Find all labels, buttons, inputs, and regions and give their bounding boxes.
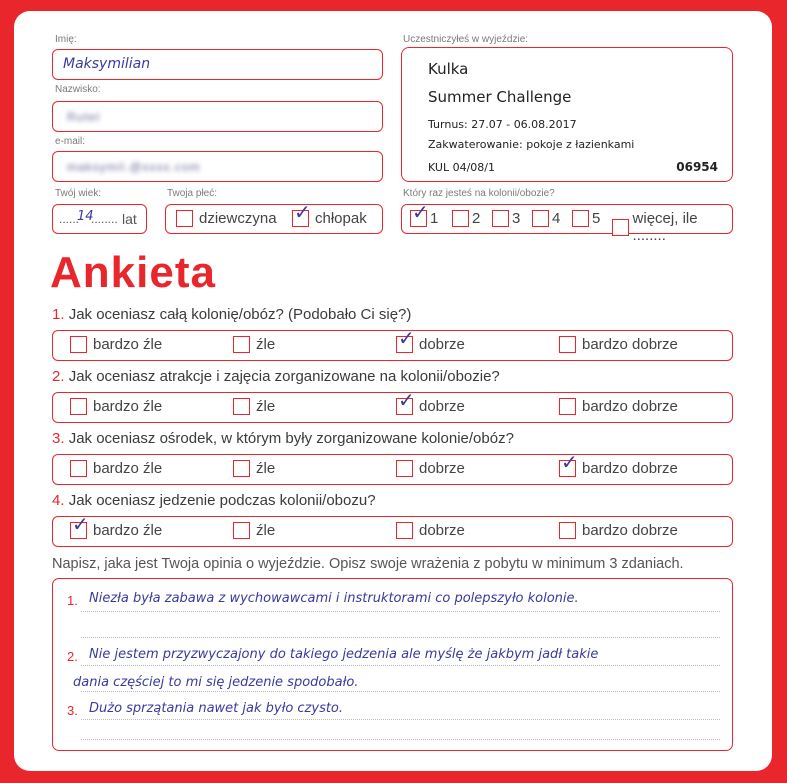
times-5-label: 5 (592, 210, 601, 227)
times-5-checkbox[interactable] (572, 210, 589, 227)
q4-bad-checkbox[interactable] (233, 522, 250, 539)
last-name-field[interactable] (52, 101, 383, 132)
check-mark-icon: ✓ (72, 512, 89, 536)
question-text: Jak oceniasz atrakcje i zajęcia zorganizowane na kolonii/obozie? (68, 368, 500, 385)
times-option-3[interactable] (492, 210, 520, 227)
opinion-line-2-cont: dania częściej to mi się jedzenie spodobało. (73, 675, 359, 690)
times-4-checkbox[interactable] (532, 210, 549, 227)
trip-number: 06954 (676, 160, 718, 174)
turnus-label: Turnus: (428, 118, 468, 131)
age-unit: lat (122, 211, 137, 227)
option-label: bardzo dobrze (582, 522, 678, 539)
question-text: Jak oceniasz jedzenie podczas kolonii/obozu? (68, 492, 376, 509)
trip-info-box (401, 47, 733, 182)
trip-accommodation (428, 138, 634, 151)
times-4-label: 4 (552, 210, 561, 227)
gender-female-label: dziewczyna (199, 210, 277, 227)
check-mark-icon: ✓ (412, 200, 429, 224)
opinion-line-2: Nie jestem przyzwyczajony do takiego jedzenia ale myślę że jakbym jadł takie (89, 647, 599, 662)
question-number: 3. (52, 430, 65, 447)
q1-option-good[interactable] (396, 326, 465, 353)
answer-row-3 (52, 450, 733, 485)
age-label: Twój wiek: (55, 188, 102, 199)
question-3 (52, 430, 514, 447)
q4-option-bad[interactable] (233, 522, 275, 539)
trip-code: KUL 04/08/1 (428, 161, 495, 174)
trip-label: Uczestniczyłeś w wyjeździe: (403, 34, 529, 45)
q2-option-very-good[interactable] (559, 398, 678, 415)
times-label: Który raz jesteś na kolonii/obozie? (403, 188, 555, 199)
trip-program: Summer Challenge (428, 88, 572, 106)
option-label: źle (256, 336, 276, 353)
question-text: Jak oceniasz całą kolonię/obóz? (Podobało Ci się?) (68, 306, 412, 323)
opinion-line-number: 3. (67, 703, 78, 718)
answer-row-4 (52, 512, 733, 547)
opinion-line-1: Niezła była zabawa z wychowawcami i instruktorami co polepszyło kolonie. (89, 591, 579, 606)
times-more-label: więcej, ile ........ (632, 210, 698, 244)
question-2 (52, 368, 500, 385)
times-1-label: 1 (430, 210, 439, 227)
q3-option-bad[interactable] (233, 460, 275, 477)
email-field[interactable] (52, 151, 383, 182)
gender-field (165, 200, 383, 234)
times-field (401, 200, 733, 244)
check-mark-icon: ✓ (561, 450, 578, 474)
last-name-label: Nazwisko: (55, 84, 101, 95)
q1-very-good-checkbox[interactable] (559, 336, 576, 353)
email-label: e-mail: (55, 136, 86, 147)
q2-option-very-bad[interactable] (70, 398, 162, 415)
option-label: źle (256, 398, 276, 415)
times-option-2[interactable] (452, 210, 480, 227)
opinion-line-number: 2. (67, 649, 78, 664)
option-label: dobrze (419, 336, 465, 353)
q1-good-checkbox[interactable] (396, 326, 415, 353)
gender-option-female[interactable] (176, 210, 277, 227)
question-number: 4. (52, 492, 65, 509)
age-field[interactable] (52, 204, 147, 234)
question-number: 2. (52, 368, 65, 385)
writing-line (81, 691, 720, 692)
option-label: bardzo źle (93, 336, 163, 353)
option-label: bardzo dobrze (582, 398, 678, 415)
times-2-label: 2 (472, 210, 481, 227)
first-name-value: Maksymilian (63, 56, 151, 72)
q1-option-very-good[interactable] (559, 336, 678, 353)
age-suffix-dots: ........ (91, 212, 118, 226)
answer-row-1 (52, 326, 733, 361)
times-option-1[interactable] (410, 200, 439, 227)
accommodation-label: Zakwaterowanie: (428, 138, 523, 151)
times-3-label: 3 (512, 210, 521, 227)
q3-option-very-bad[interactable] (70, 460, 162, 477)
q4-very-bad-checkbox[interactable] (70, 512, 89, 539)
trip-turnus (428, 118, 577, 131)
check-mark-icon: ✓ (398, 388, 415, 412)
answer-row-2 (52, 388, 733, 423)
first-name-field[interactable] (52, 49, 383, 80)
q2-good-checkbox[interactable] (396, 388, 415, 415)
gender-label: Twoja płeć: (167, 188, 218, 199)
question-1 (52, 306, 411, 323)
q1-option-bad[interactable] (233, 336, 275, 353)
times-1-checkbox[interactable] (410, 200, 429, 227)
times-2-checkbox[interactable] (452, 210, 469, 227)
turnus-value: 27.07 - 06.08.2017 (471, 118, 577, 131)
trip-name: Kulka (428, 60, 469, 78)
q3-very-good-checkbox[interactable] (559, 450, 578, 477)
option-label: bardzo dobrze (582, 460, 678, 477)
q4-option-very-bad[interactable] (70, 512, 163, 539)
page-title: Ankieta (50, 248, 216, 297)
q4-very-good-checkbox[interactable] (559, 522, 576, 539)
opinion-prompt: Napisz, jaka jest Twoja opinia o wyjeździe. Opisz swoje wrażenia z pobytu w minimum 3 zdaniach. (52, 556, 684, 572)
question-number: 1. (52, 306, 65, 323)
first-name-label: Imię: (55, 34, 77, 45)
q2-bad-checkbox[interactable] (233, 398, 250, 415)
gender-male-label: chłopak (315, 210, 367, 227)
times-option-4[interactable] (532, 210, 560, 227)
age-prefix-dots: ...... (59, 212, 80, 226)
writing-line (81, 637, 720, 638)
q3-very-bad-checkbox[interactable] (70, 460, 87, 477)
writing-line (81, 665, 720, 666)
option-label: źle (256, 522, 276, 539)
writing-line (81, 611, 720, 612)
last-name-value: Rutel (67, 110, 101, 124)
opinion-box[interactable] (52, 578, 733, 751)
question-4 (52, 492, 376, 509)
q4-option-very-good[interactable] (559, 522, 678, 539)
option-label: bardzo źle (93, 398, 163, 415)
times-option-more[interactable] (612, 210, 732, 244)
writing-line (81, 739, 720, 740)
q4-good-checkbox[interactable] (396, 522, 413, 539)
q3-bad-checkbox[interactable] (233, 460, 250, 477)
age-value: 14 (77, 209, 94, 224)
accommodation-value: pokoje z łazienkami (526, 138, 635, 151)
gender-female-checkbox[interactable] (176, 210, 193, 227)
question-text: Jak oceniasz ośrodek, w którym były zorganizowane kolonie/obóz? (68, 430, 514, 447)
q2-very-bad-checkbox[interactable] (70, 398, 87, 415)
option-label: źle (256, 460, 276, 477)
option-label: dobrze (419, 522, 465, 539)
q1-very-bad-checkbox[interactable] (70, 336, 87, 353)
opinion-line-3: Dużo sprzątania nawet jak było czysto. (89, 701, 344, 716)
q3-option-very-good[interactable] (559, 450, 678, 477)
check-mark-icon: ✓ (294, 200, 311, 224)
q3-good-checkbox[interactable] (396, 460, 413, 477)
q2-option-good[interactable] (396, 388, 465, 415)
gender-male-checkbox[interactable] (292, 200, 311, 227)
q2-option-bad[interactable] (233, 398, 275, 415)
gender-option-male[interactable] (292, 200, 367, 227)
option-label: dobrze (419, 460, 465, 477)
times-more-checkbox[interactable] (612, 219, 629, 236)
opinion-line-number: 1. (67, 593, 78, 608)
q4-option-good[interactable] (396, 522, 465, 539)
option-label: bardzo dobrze (582, 336, 678, 353)
email-value: maksymil.@xxxx.com (67, 160, 201, 174)
q1-option-very-bad[interactable] (70, 336, 162, 353)
option-label: bardzo źle (93, 460, 163, 477)
q3-option-good[interactable] (396, 460, 465, 477)
option-label: bardzo źle (93, 522, 163, 539)
times-option-5[interactable] (572, 210, 600, 227)
option-label: dobrze (419, 398, 465, 415)
q1-bad-checkbox[interactable] (233, 336, 250, 353)
check-mark-icon: ✓ (398, 326, 415, 350)
times-3-checkbox[interactable] (492, 210, 509, 227)
writing-line (81, 719, 720, 720)
q2-very-good-checkbox[interactable] (559, 398, 576, 415)
